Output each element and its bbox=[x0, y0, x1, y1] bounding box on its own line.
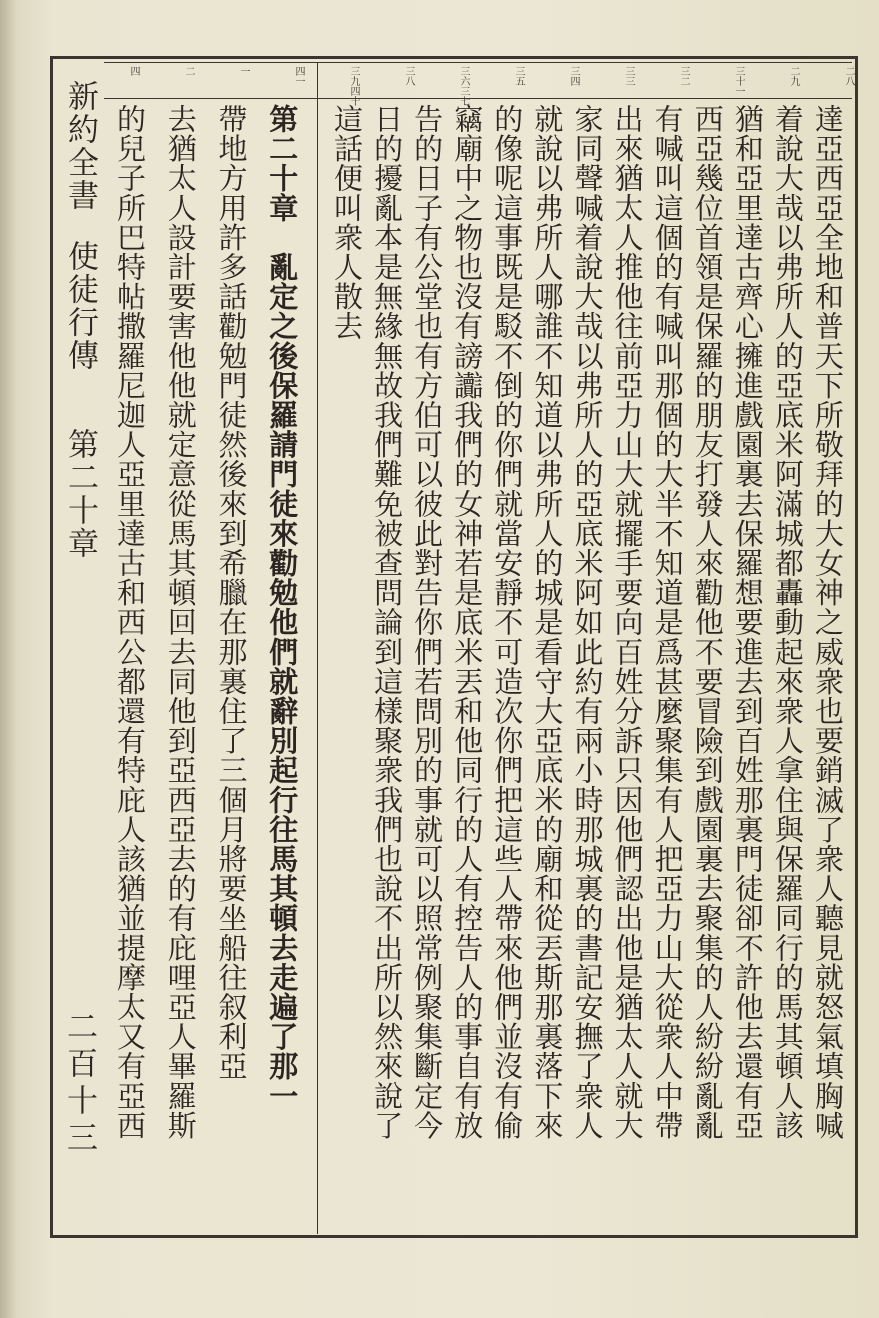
verse-number-note: 二 bbox=[183, 66, 194, 76]
chapter-heading-column: 第二十章 亂定之後保羅請門徒來勸勉他們就辭別起行往馬其頓去走遍了那一 bbox=[265, 104, 300, 1111]
text-column: 帶地方用許多話勸勉門徒然後來到希臘在那裏住了三個月將要坐船往叙利亞 bbox=[214, 104, 249, 1081]
page-number: 二百十三 bbox=[61, 1010, 97, 1158]
text-column: 達亞西亞全地和普天下所敬拜的大女神之威衆也要銷滅了衆人聽見就怒氣填胸喊 bbox=[810, 104, 845, 1140]
verse-number-note: 三四 bbox=[568, 66, 579, 86]
verse-number-note: 一 bbox=[238, 66, 249, 76]
text-column: 家同聲喊着說大哉以弗所人的亞底米阿如此約有兩小時那城裏的書記安撫了衆人 bbox=[570, 104, 605, 1140]
chapter-label: 第二十章 bbox=[62, 428, 98, 560]
verse-number-note: 二九 bbox=[788, 66, 799, 86]
book-binding-shadow bbox=[0, 0, 18, 1318]
text-column: 的兒子所巴特帖撒羅尼迦人亞里達古和西公都還有特庇人該猶並提摩太又有亞西 bbox=[113, 104, 147, 1140]
text-column: 的像呢這事既是駁不倒的你們就當安靜不可造次你們把這些人帶來他們並沒有偷 bbox=[490, 104, 525, 1140]
verse-number-note: 三十一 bbox=[733, 66, 744, 96]
text-column: 告的日子有公堂也有方伯可以彼此對告你們若問別的事就可以照常例聚集斷定今 bbox=[410, 104, 445, 1140]
verse-number-note: 三二 bbox=[678, 66, 689, 86]
verse-number-note: 四 bbox=[128, 66, 139, 76]
book-title: 新約全書 bbox=[62, 80, 98, 212]
text-column: 就說以弗所人哪誰不知道以弗所人的城是看守大亞底米的廟和從丟斯那裏落下來 bbox=[530, 104, 565, 1140]
verse-number-note: 三五 bbox=[513, 66, 524, 86]
verse-notes-rule bbox=[104, 98, 852, 99]
running-header bbox=[58, 80, 102, 560]
verse-number-note: 三三 bbox=[623, 66, 634, 86]
verse-number-note: 三六三七 bbox=[458, 66, 469, 106]
text-column: 去猶太人設計要害他他就定意從馬其頓回去同他到亞西亞去的有庇哩亞人畢羅斯 bbox=[163, 104, 198, 1140]
verse-number-note: 二八 bbox=[843, 66, 854, 86]
verse-number-note: 四一 bbox=[293, 66, 304, 86]
verse-number-note: 三九四十 bbox=[348, 66, 359, 106]
text-column: 出來猶太人推他往前亞力山大就擺手要向百姓分訴只因他們認出他是猶太人就大 bbox=[610, 104, 645, 1140]
text-column: 着說大哉以弗所人的亞底米阿滿城都轟動起來衆人拿住與保羅同行的馬其頓人該 bbox=[770, 104, 805, 1140]
text-column: 竊廟中之物也沒有謗讟我們的女神若是底米丟和他同行的人有控告人的事自有放 bbox=[450, 104, 485, 1140]
text-column: 這話便叫衆人散去 bbox=[330, 104, 364, 341]
book-section-title: 使徒行傳 bbox=[62, 240, 98, 372]
column-divider bbox=[317, 62, 318, 1234]
text-column: 猶和亞里達古齊心擁進戲園裏去保羅想要進去到百姓那裏門徒卻不許他去還有亞 bbox=[730, 104, 765, 1140]
text-column: 有喊叫這個的有喊叫那個的大半不知道是爲甚麼聚集有人把亞力山大從衆人中帶 bbox=[650, 104, 685, 1140]
verse-number-note: 三八 bbox=[403, 66, 414, 86]
text-column: 日的擾亂本是無緣無故我們難免被查問論到這樣聚衆我們也說不出所以然來說了 bbox=[370, 104, 405, 1140]
text-column: 西亞幾位首領是保羅的朋友打發人來勸他不要冒險到戲園裏去聚集的人紛紛亂亂 bbox=[690, 104, 725, 1140]
